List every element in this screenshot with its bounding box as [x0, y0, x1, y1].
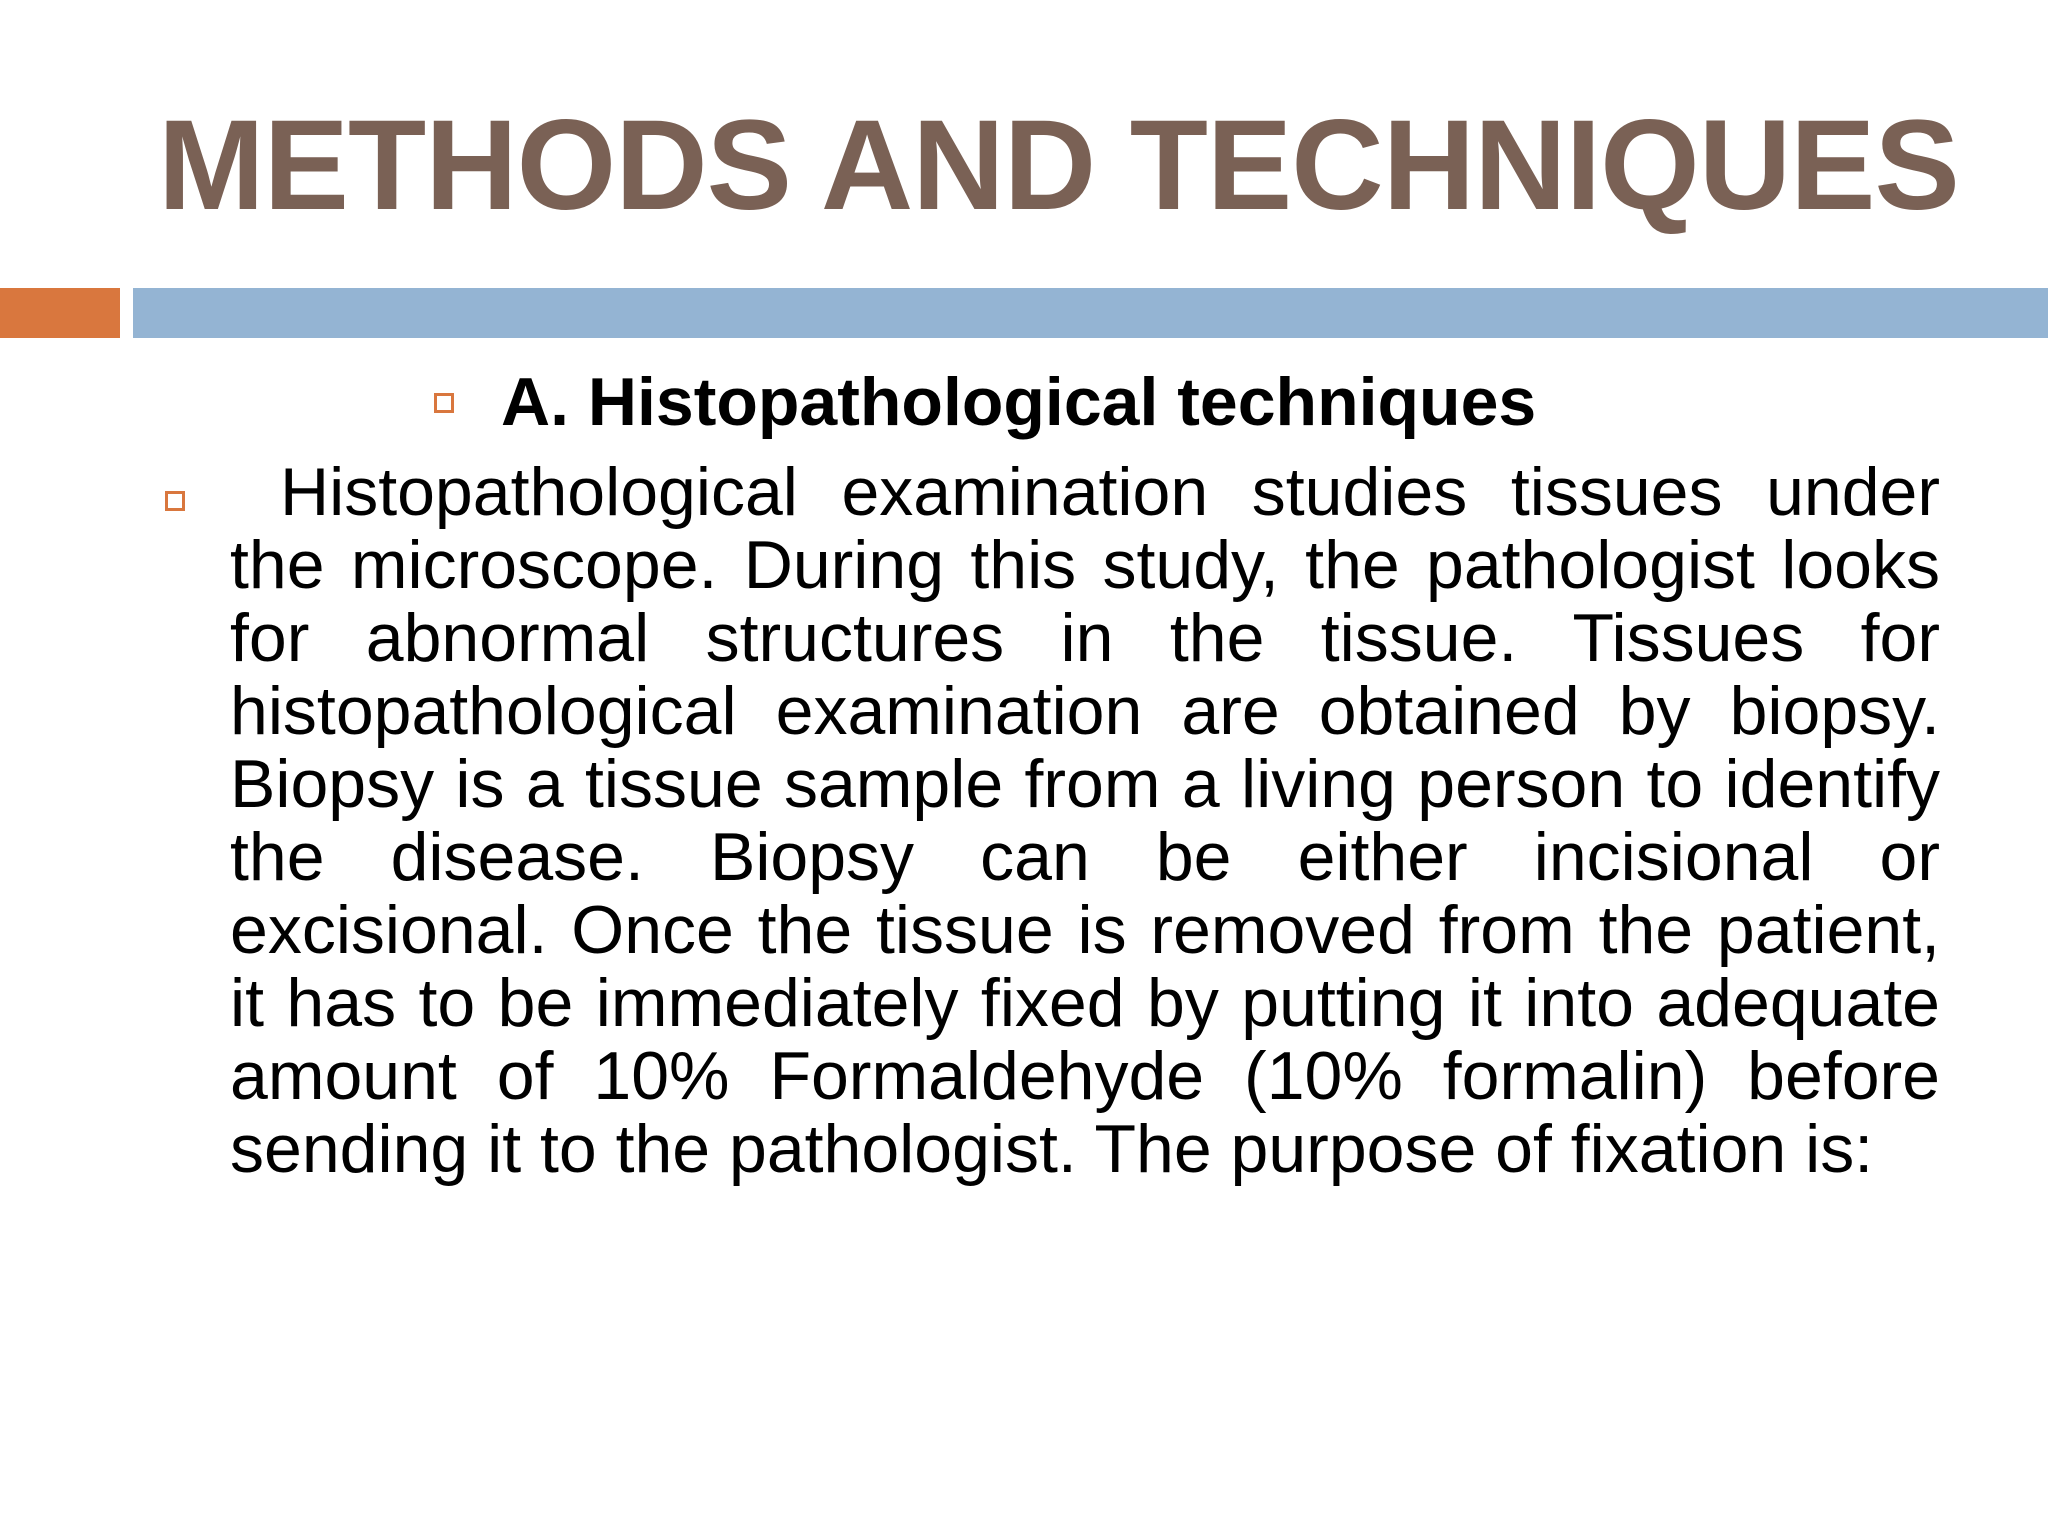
square-bullet-icon [165, 491, 185, 511]
subheading-text: A. Histopathological techniques [501, 364, 1537, 440]
slide-title: METHODS AND TECHNIQUES [158, 94, 1959, 237]
subheading [432, 362, 1832, 442]
square-bullet-icon [434, 393, 454, 413]
body-paragraph: Histopathological examination studies tissues under the microscope. During this study, the pathologist looks for abnormal structures in the tissue. Tissues for histopathological examination are obtained by biopsy. Biopsy is a tissue sample from a living person to identify the disease. Biopsy can be either incisional or excisional. Once the tissue is removed from the patient, it has to be immediately fixed by putting it into adequate amount of 10% Formaldehyde (10% formalin) before sending it to the pathologist. The purpose of fixation is: [230, 454, 1940, 1187]
orange-accent-bar [0, 288, 120, 338]
blue-title-bar [133, 288, 2048, 338]
